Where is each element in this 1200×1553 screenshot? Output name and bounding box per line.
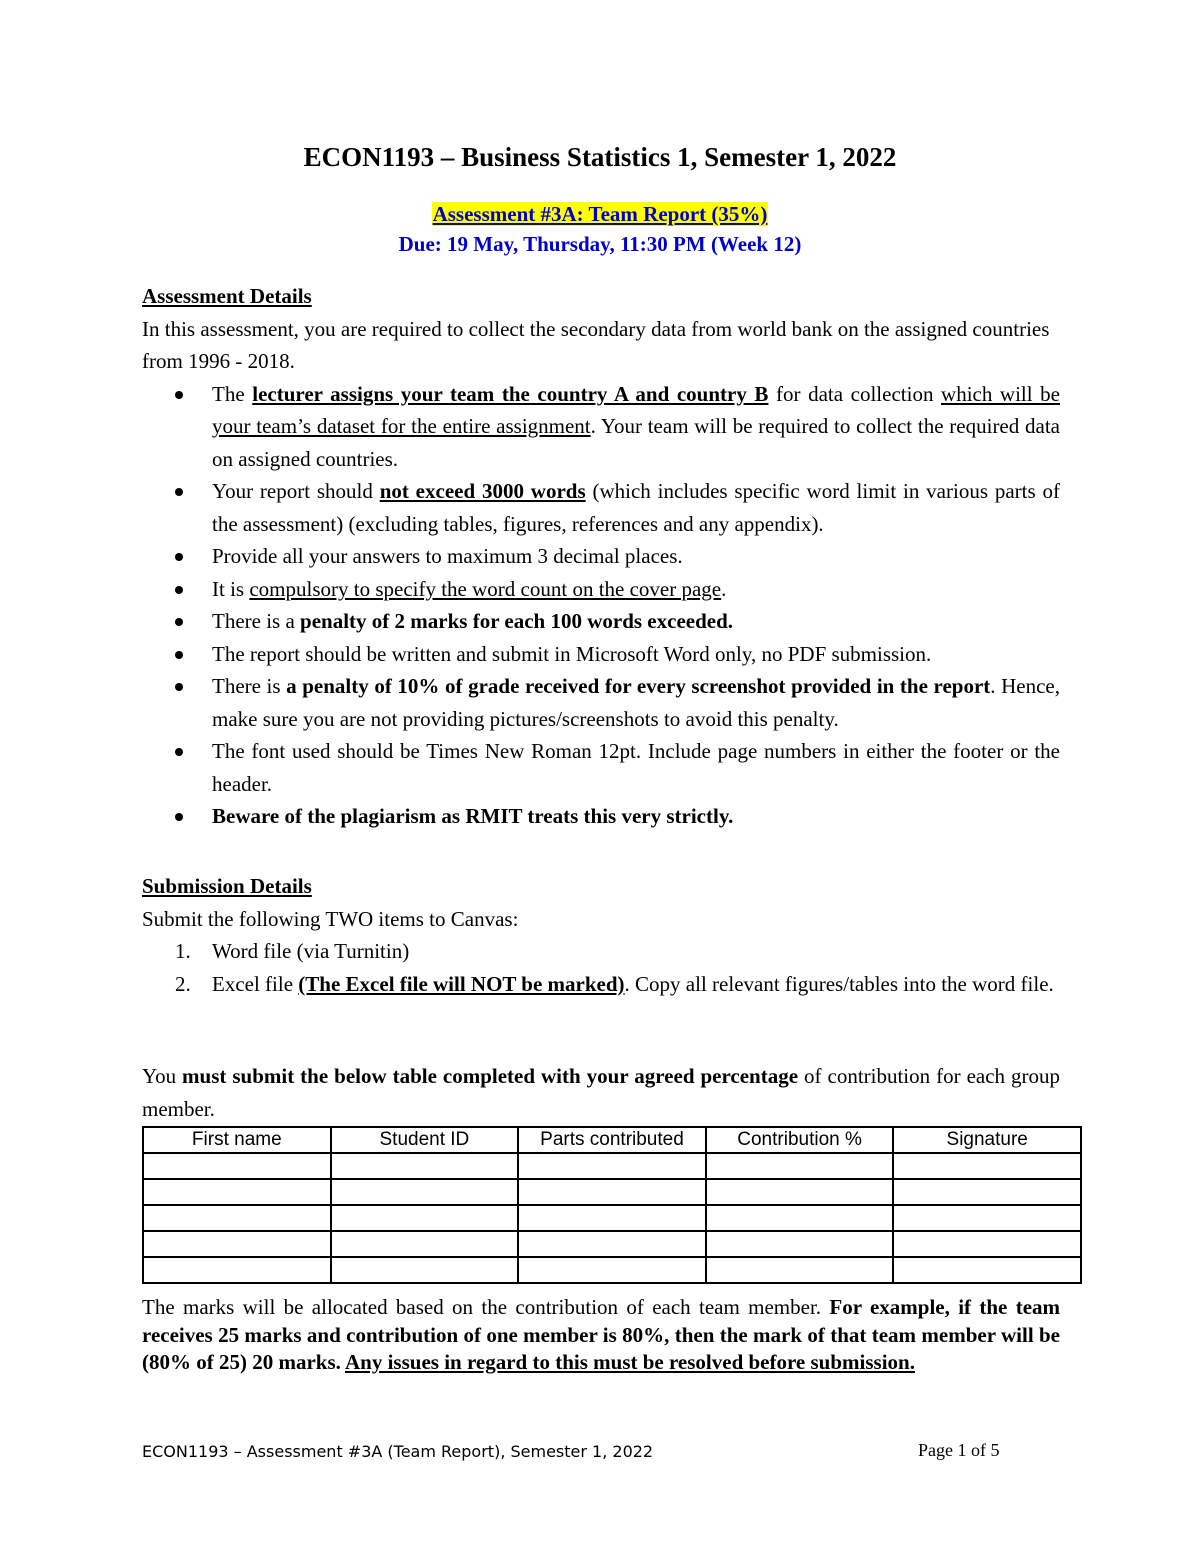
table-cell[interactable]: [518, 1153, 706, 1179]
table-cell[interactable]: [893, 1205, 1081, 1231]
table-header-row: [143, 1127, 1081, 1153]
list-item: Your report should not exceed 3000 words (which includes specific word limit in various parts of the assessment) (excluding tables, figures, references and any appendix).: [142, 475, 1060, 540]
bullet-icon: [175, 391, 183, 399]
submission-details-intro: Submit the following TWO items to Canvas:: [142, 906, 519, 931]
table-cell[interactable]: [893, 1257, 1081, 1283]
page-number: Page 1 of 5: [918, 1440, 1000, 1460]
column-header: Signature: [893, 1127, 1081, 1153]
table-row: [143, 1179, 1081, 1205]
table-row: [143, 1153, 1081, 1179]
column-header: Contribution %: [706, 1127, 894, 1153]
table-cell[interactable]: [518, 1257, 706, 1283]
bullet-icon: [175, 618, 183, 626]
assessment-details-section: [142, 280, 1060, 833]
requirements-list: [142, 378, 1060, 833]
table-cell[interactable]: [706, 1231, 894, 1257]
table-cell[interactable]: [706, 1257, 894, 1283]
list-item: There is a penalty of 2 marks for each 100 words exceeded.: [142, 605, 1060, 638]
list-item: There is a penalty of 10% of grade received for every screenshot provided in the report. Hence, make sure you are not providing pictures/screenshots to avoid this penalty.: [142, 670, 1060, 735]
list-item: 2. Excel file (The Excel file will NOT be marked). Copy all relevant figures/tables into the word file.: [175, 971, 1054, 996]
bullet-icon: [175, 586, 183, 594]
assessment-details-intro: In this assessment, you are required to collect the secondary data from world bank on the assigned countries from 1996 - 2018.: [142, 316, 1050, 373]
submission-details-section: [142, 870, 1060, 1000]
table-cell[interactable]: [143, 1179, 331, 1205]
table-row: [143, 1205, 1081, 1231]
assessment-title: [0, 199, 1200, 229]
table-cell[interactable]: [143, 1231, 331, 1257]
table-cell[interactable]: [331, 1231, 519, 1257]
footer-left: ECON1193 – Assessment #3A (Team Report), Semester 1, 2022: [142, 1442, 654, 1461]
table-cell[interactable]: [331, 1205, 519, 1231]
table-cell[interactable]: [893, 1179, 1081, 1205]
table-cell[interactable]: [518, 1179, 706, 1205]
contribution-table: [142, 1126, 1082, 1284]
contribution-note: The marks will be allocated based on the contribution of each team member. For example, if the team receives 25 marks and contribution of one member is 80%, then the mark of that team member will be (80% of 25) 20 marks. Any issues in regard to this must be resolved before submission.: [142, 1295, 1061, 1374]
table-cell[interactable]: [893, 1153, 1081, 1179]
due-date: Due: 19 May, Thursday, 11:30 PM (Week 12): [398, 232, 802, 256]
table-cell[interactable]: [706, 1205, 894, 1231]
table-cell[interactable]: [706, 1179, 894, 1205]
table-row: [143, 1257, 1081, 1283]
table-cell[interactable]: [331, 1257, 519, 1283]
table-cell[interactable]: [893, 1231, 1081, 1257]
document-title: ECON1193 – Business Statistics 1, Semester 1, 2022: [303, 142, 897, 172]
table-cell[interactable]: [706, 1153, 894, 1179]
contribution-intro: You must submit the below table completed with your agreed percentage of contribution for each group member.: [142, 1064, 1060, 1121]
submission-details-heading: Submission Details: [142, 874, 312, 898]
table-cell[interactable]: [143, 1153, 331, 1179]
table-cell[interactable]: [518, 1205, 706, 1231]
list-item: The lecturer assigns your team the country A and country B for data collection which will be your team’s dataset for the entire assignment. Your team will be required to collect the required data on assigned countries.: [142, 378, 1060, 476]
table-cell[interactable]: [143, 1257, 331, 1283]
assessment-title-highlight: Assessment #3A: Team Report (35%): [432, 202, 768, 226]
column-header: Parts contributed: [518, 1127, 706, 1153]
bullet-icon: [175, 813, 183, 821]
table-row: [143, 1231, 1081, 1257]
bullet-icon: [175, 683, 183, 691]
assessment-details-heading: Assessment Details: [142, 284, 312, 308]
column-header: Student ID: [331, 1127, 519, 1153]
bullet-icon: [175, 488, 183, 496]
table-cell[interactable]: [331, 1153, 519, 1179]
list-item: The report should be written and submit in Microsoft Word only, no PDF submission.: [142, 638, 1060, 671]
list-item: Beware of the plagiarism as RMIT treats this very strictly.: [142, 800, 1060, 833]
list-item: The font used should be Times New Roman 12pt. Include page numbers in either the footer or the header.: [142, 735, 1060, 800]
submission-items-list: [142, 935, 1060, 1000]
bullet-icon: [175, 553, 183, 561]
bullet-icon: [175, 748, 183, 756]
table-cell[interactable]: [518, 1231, 706, 1257]
column-header: First name: [143, 1127, 331, 1153]
list-item: Provide all your answers to maximum 3 decimal places.: [142, 540, 1060, 573]
bullet-icon: [175, 651, 183, 659]
table-cell[interactable]: [331, 1179, 519, 1205]
list-item: 1. Word file (via Turnitin): [175, 939, 410, 963]
list-item: It is compulsory to specify the word count on the cover page.: [142, 573, 1060, 606]
table-cell[interactable]: [143, 1205, 331, 1231]
